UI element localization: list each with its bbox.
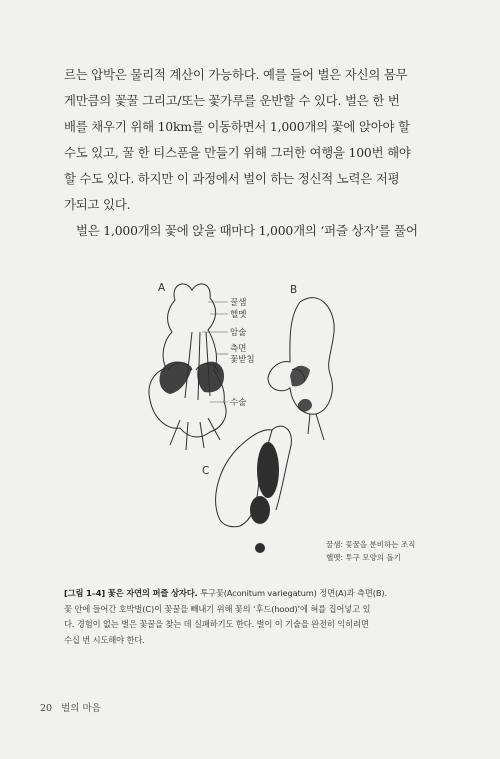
caption-text: 투구꽃(Aconitum variegatum) 정면(A)과 측면(B). xyxy=(197,588,387,598)
page-footer xyxy=(40,700,107,714)
caption-line-3: 다. 경험이 없는 벌은 꽃꿀을 찾는 데 실패하기도 한다. 벌이 이 기술을 완전히 익히려면 xyxy=(64,619,369,629)
book-title: 벌의 마음 xyxy=(61,703,101,714)
panel-label-b: B xyxy=(290,284,298,296)
caption-title: [그림 1–4] 꽃은 자연의 퍼즐 상자다. xyxy=(64,588,198,598)
page-number: 20 xyxy=(40,703,53,714)
flower-figure xyxy=(140,270,460,570)
panel-label-a: A xyxy=(158,282,166,294)
label-pistil: 암술 xyxy=(230,328,247,338)
label-stamen: 수술 xyxy=(230,398,247,408)
flower-illustration xyxy=(140,270,460,570)
label-helmet: 헬멧 xyxy=(230,310,247,320)
text-line: 벌은 1,000개의 꽃에 앉을 때마다 1,000개의 ‘퍼즐 상자’를 풀어 xyxy=(76,223,418,238)
paragraph-2 xyxy=(64,218,438,244)
panel-label-c: C xyxy=(202,465,210,477)
text-line: 르는 압박은 물리적 계산이 가능하다. 예를 들어 벌은 자신의 몸무 xyxy=(64,67,408,82)
paragraph-1 xyxy=(64,62,438,218)
legend-line: 헬멧: 투구 모양의 돌기 xyxy=(326,553,401,562)
figure-legend xyxy=(326,538,415,564)
text-line: 수도 있고, 꿀 한 티스푼을 만들기 위해 그러한 여행을 100번 해야 xyxy=(64,145,411,160)
body-text xyxy=(64,62,438,244)
text-line: 게만큼의 꽃꿀 그리고/또는 꽃가루를 운반할 수 있다. 벌은 한 번 xyxy=(64,93,400,108)
text-line: 가되고 있다. xyxy=(64,197,131,212)
caption-line-4: 수십 번 시도해야 한다. xyxy=(64,634,145,645)
text-line: 배를 채우기 위해 10km를 이동하면서 1,000개의 꽃에 앉아야 할 xyxy=(64,119,410,134)
caption-line-2: 꽃 안에 들어간 호박벌(C)이 꽃꿀을 빼내기 위해 꽃의 ‘후드(hood)’에 혀를 집어넣고 있 xyxy=(64,603,371,614)
label-lateral: 측면 xyxy=(230,344,247,354)
label-sepal: 꽃받침 xyxy=(230,355,255,365)
label-nectary: 꿀샘 xyxy=(230,298,247,308)
legend-line: 꿀샘: 꽃꿀을 분비하는 조직 xyxy=(326,540,416,549)
caption-line-1 xyxy=(64,586,442,602)
text-line: 할 수도 있다. 하지만 이 과정에서 벌이 하는 정신적 노력은 저평 xyxy=(64,171,400,186)
figure-caption xyxy=(64,586,442,648)
